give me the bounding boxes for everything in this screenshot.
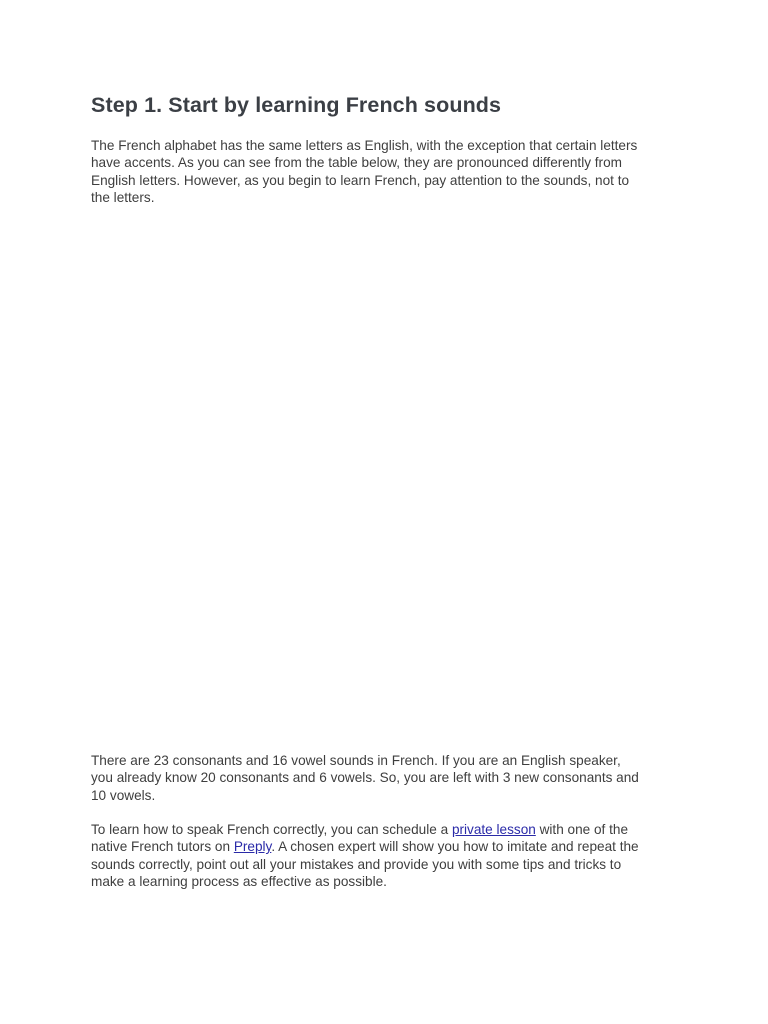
sounds-line: 10 vowels. bbox=[91, 787, 156, 803]
intro-line: have accents. As you can see from the table below, they are pronounced differently from bbox=[91, 155, 622, 171]
section-heading: Step 1. Start by learning French sounds bbox=[91, 93, 502, 117]
lesson-line-1 bbox=[91, 821, 691, 838]
intro-paragraph bbox=[91, 137, 691, 206]
sounds-line: you already know 20 consonants and 6 vowels. So, you are left with 3 new consonants and bbox=[91, 770, 639, 786]
intro-line: the letters. bbox=[91, 189, 155, 205]
alphabet-table-placeholder bbox=[91, 215, 681, 735]
lesson-paragraph bbox=[91, 821, 691, 890]
lesson-text: . A chosen expert will show you how to imitate and repeat the bbox=[271, 839, 639, 855]
sounds-paragraph bbox=[91, 752, 691, 804]
preply-link[interactable]: Preply bbox=[233, 839, 272, 855]
lesson-text: with one of the bbox=[535, 822, 629, 837]
sounds-line: There are 23 consonants and 16 vowel sounds in French. If you are an English speaker, bbox=[91, 753, 621, 768]
lesson-line-4: make a learning process as effective as possible. bbox=[91, 873, 387, 889]
intro-line: The French alphabet has the same letters as English, with the exception that certain letters bbox=[91, 138, 638, 153]
lesson-line-3: sounds correctly, point out all your mistakes and provide you with some tips and tricks to bbox=[91, 856, 622, 872]
lesson-text: native French tutors on bbox=[91, 839, 234, 855]
lesson-text: To learn how to speak French correctly, you can schedule a bbox=[91, 822, 452, 837]
intro-line: English letters. However, as you begin to learn French, pay attention to the sounds, not to bbox=[91, 172, 630, 188]
lesson-line-2 bbox=[91, 838, 691, 855]
private-lesson-link[interactable]: private lesson bbox=[451, 822, 536, 837]
